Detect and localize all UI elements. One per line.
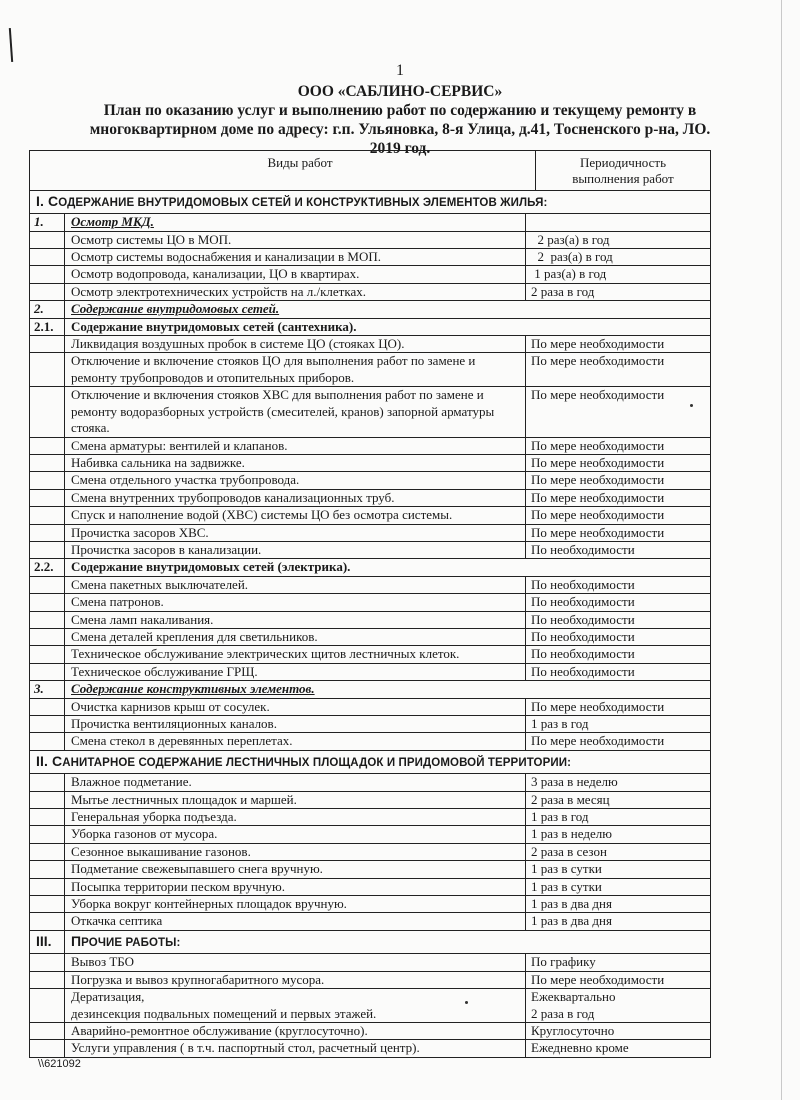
work-cell: Посыпка территории песком вручную. [65, 879, 526, 895]
frequency-cell: 1 раз в два дня [531, 896, 612, 912]
section-heading [30, 751, 577, 773]
num-cell [30, 336, 65, 352]
work-cell: Смена пакетных выключателей. [65, 577, 526, 593]
work-cell: Осмотр системы водоснабжения и канализации в МОП. [65, 249, 526, 265]
table-row [30, 972, 710, 989]
frequency-cell: По мере необходимости [531, 698, 665, 714]
table-row [30, 525, 710, 542]
frequency-cell: Круглосуточно [531, 1022, 615, 1038]
frequency-line: Ежеквартально [531, 989, 616, 1005]
frequency-cell: 1 раз(а) в год [531, 266, 607, 282]
work-cell: Отключение и включение стояков ЦО для выполнения работ по замене и ремонту трубопроводов и отопительных приборов. [65, 353, 526, 386]
num-cell [30, 232, 65, 248]
table-row [30, 954, 710, 971]
table-row [30, 232, 710, 249]
num-cell [30, 472, 65, 488]
table-row [30, 733, 710, 750]
frequency-cell: 1 раз в два дня [531, 913, 612, 929]
table-row [30, 774, 710, 791]
work-column-header: Виды работ [65, 151, 536, 190]
table-row [30, 594, 710, 611]
table-row [30, 284, 710, 301]
scan-artifact-mark [9, 28, 13, 62]
frequency-cell: По необходимости [531, 611, 635, 627]
frequency-cell [526, 989, 710, 1022]
num-cell [30, 879, 65, 895]
table-row [30, 664, 710, 681]
table-row [30, 507, 710, 524]
table-row [30, 792, 710, 809]
work-cell: Влажное подметание. [65, 774, 526, 790]
work-cell: Спуск и наполнение водой (ХВС) системы ЦО без осмотра системы. [65, 507, 526, 523]
frequency-cell: 1 раз в сутки [531, 878, 602, 894]
num-cell [30, 387, 65, 436]
section-heading [30, 191, 553, 213]
section-roman: II. [36, 752, 48, 769]
section-heading [65, 931, 186, 953]
work-cell: Смена арматуры: вентилей и клапанов. [65, 438, 526, 454]
frequency-header-line1: Периодичность [579, 155, 666, 170]
work-cell: Прочистка засоров ХВС. [65, 525, 526, 541]
num-cell [30, 809, 65, 825]
plan-title-line2: многоквартирном доме по адресу: г.п. Ульяновка, 8-я Улица, д.41, Тосненского р-на, ЛО. [89, 121, 711, 138]
num-cell [30, 972, 65, 988]
work-cell: Подметание свежевыпавшего снега вручную. [65, 861, 526, 877]
table-row [30, 913, 710, 930]
num-cell [30, 699, 65, 715]
table-row [30, 612, 710, 629]
num-cell [30, 455, 65, 471]
table-row [30, 629, 710, 646]
section-heading-row [30, 751, 710, 774]
num-cell [30, 844, 65, 860]
work-cell: Прочистка вентиляционных каналов. [65, 716, 526, 732]
subsection-row [30, 214, 710, 231]
section-roman: I. [36, 192, 44, 209]
work-cell: Вывоз ТБО [65, 954, 526, 970]
work-cell: Генеральная уборка подъезда. [65, 809, 526, 825]
section-title: АНИТАРНОЕ СОДЕРЖАНИЕ ЛЕСТНИЧНЫХ ПЛОЩАДОК И ПРИДОМОВОЙ ТЕРРИТОРИИ: [62, 756, 572, 769]
frequency-cell: По мере необходимости [531, 524, 665, 540]
section-initial: П [71, 932, 82, 949]
frequency-cell: По графику [531, 954, 596, 970]
frequency-cell: По мере необходимости [531, 971, 665, 987]
work-cell: Смена внутренних трубопроводов канализационных труб. [65, 490, 526, 506]
frequency-cell: По необходимости [531, 628, 635, 644]
page-edge-line [781, 0, 782, 1100]
section-title: ОДЕРЖАНИЕ ВНУТРИДОМОВЫХ СЕТЕЙ И КОНСТРУКТИВНЫХ ЭЛЕМЕНТОВ ЖИЛЬЯ: [58, 196, 548, 209]
table-row [30, 455, 710, 472]
subsection-title: Содержание внутридомовых сетей (электрика). [71, 559, 351, 575]
num-cell [30, 490, 65, 506]
table-row [30, 577, 710, 594]
num-cell [30, 594, 65, 610]
work-cell: Мытье лестничных площадок и маршей. [65, 792, 526, 808]
table-row [30, 249, 710, 266]
frequency-cell: По мере необходимости [531, 454, 665, 470]
work-cell: Техническое обслуживание электрических щитов лестничных клеток. [65, 646, 526, 662]
subsection-row [30, 301, 710, 318]
subsection-row [30, 559, 710, 576]
work-cell: Смена ламп накаливания. [65, 612, 526, 628]
frequency-cell: По необходимости [531, 576, 635, 592]
table-row [30, 438, 710, 455]
frequency-cell: По мере необходимости [531, 387, 665, 403]
work-cell [65, 989, 526, 1022]
table-row [30, 861, 710, 878]
frequency-line: 2 раза в год [531, 1005, 595, 1021]
work-cell: Набивка сальника на задвижке. [65, 455, 526, 471]
work-cell: Уборка газонов от мусора. [65, 826, 526, 842]
subsection-row [30, 319, 710, 336]
work-cell: Прочистка засоров в канализации. [65, 542, 526, 558]
work-cell: Смена патронов. [65, 594, 526, 610]
num-cell [30, 1040, 65, 1056]
section-initial: С [47, 192, 59, 209]
section-roman: III. [30, 931, 65, 953]
table-row [30, 266, 710, 283]
num-cell [30, 826, 65, 842]
num-cell [30, 353, 65, 386]
table-row [30, 336, 710, 353]
num-cell [30, 954, 65, 970]
num-header-cell [30, 151, 65, 190]
num-cell [30, 612, 65, 628]
section-initial: С [51, 752, 63, 769]
num-cell [30, 664, 65, 680]
empty-frequency-cell [526, 214, 710, 230]
subsection-number: 2. [30, 301, 65, 317]
work-cell: Осмотр электротехнических устройств на л./клетках. [65, 284, 526, 300]
table-row [30, 646, 710, 663]
num-cell [30, 646, 65, 662]
num-cell [30, 438, 65, 454]
table-row [30, 387, 710, 437]
frequency-cell: 1 раз в год [531, 716, 589, 731]
frequency-cell: По мере необходимости [531, 489, 665, 505]
work-cell: Смена деталей крепления для светильников. [65, 629, 526, 645]
work-line: дезинсекция подвальных помещений и первых этажей. [71, 1005, 377, 1021]
frequency-cell: 2 раз(а) в год [531, 231, 610, 247]
frequency-cell: 1 раз в год [531, 809, 589, 825]
table-row [30, 490, 710, 507]
work-cell: Осмотр водопровода, канализации, ЦО в квартирах. [65, 266, 526, 282]
num-cell [30, 577, 65, 593]
frequency-cell: По необходимости [531, 541, 635, 557]
frequency-cell: 3 раза в неделю [531, 774, 618, 790]
table-row [30, 542, 710, 559]
frequency-cell: По мере необходимости [531, 336, 665, 352]
frequency-cell: 2 раза в год [531, 283, 595, 299]
work-cell: Очистка карнизов крыш от сосулек. [65, 699, 526, 715]
subsection-title: Содержание конструктивных элементов. [71, 681, 315, 697]
frequency-cell: По необходимости [531, 594, 635, 610]
table-row [30, 716, 710, 733]
works-table [29, 150, 711, 1058]
num-cell [30, 913, 65, 929]
frequency-cell: 2 раза в месяц [531, 791, 610, 807]
section-heading-row [30, 191, 710, 214]
work-cell: Смена стекол в деревянных переплетах. [65, 733, 526, 749]
frequency-cell: По мере необходимости [531, 353, 665, 369]
plan-year: 2019 год. [369, 140, 431, 157]
frequency-cell: 1 раз в неделю [531, 826, 612, 842]
work-cell: Ликвидация воздушных пробок в системе ЦО (стояках ЦО). [65, 336, 526, 352]
work-cell: Аварийно-ремонтное обслуживание (круглосуточно). [65, 1023, 526, 1039]
subsection-number: 2.1. [30, 319, 65, 335]
table-row [30, 896, 710, 913]
work-cell: Уборка вокруг контейнерных площадок вручную. [65, 896, 526, 912]
frequency-cell: 2 раза в сезон [531, 843, 607, 859]
company-name: ООО «САБЛИНО-СЕРВИС» [297, 83, 503, 100]
frequency-cell: Ежедневно кроме [531, 1040, 629, 1056]
subsection-title: Содержание внутридомовых сетей (сантехника). [71, 318, 357, 334]
work-cell: Техническое обслуживание ГРЩ. [65, 664, 526, 680]
table-row [30, 809, 710, 826]
table-row [30, 989, 710, 1023]
section-heading-row [30, 931, 710, 954]
subsection-number: 3. [30, 681, 65, 697]
table-row [30, 353, 710, 387]
frequency-cell: По мере необходимости [531, 437, 665, 453]
num-cell [30, 716, 65, 732]
num-cell [30, 507, 65, 523]
section-title: РОЧИЕ РАБОТЫ: [81, 936, 181, 949]
table-row [30, 1040, 710, 1056]
plan-title-line1: План по оказанию услуг и выполнению работ по содержанию и текущему ремонту в [103, 102, 697, 119]
num-cell [30, 249, 65, 265]
work-cell: Отключение и включения стояков ХВС для выполнения работ по замене и ремонту водоразборных устройств (смесителей, кранов) запорной арматуры стояка. [65, 387, 526, 436]
num-cell [30, 733, 65, 749]
frequency-column-header [536, 151, 710, 190]
num-cell [30, 774, 65, 790]
num-cell [30, 792, 65, 808]
frequency-cell: По необходимости [531, 646, 635, 662]
num-cell [30, 266, 65, 282]
work-cell: Осмотр системы ЦО в МОП. [65, 232, 526, 248]
table-row [30, 826, 710, 843]
document-header [40, 82, 760, 158]
document-code: \\621092 [38, 1058, 81, 1070]
table-row [30, 844, 710, 861]
work-cell: Погрузка и вывоз крупногабаритного мусора. [65, 972, 526, 988]
table-row [30, 472, 710, 489]
num-cell [30, 1023, 65, 1039]
subsection-number: 1. [30, 214, 65, 230]
num-cell [30, 525, 65, 541]
num-cell [30, 989, 65, 1022]
frequency-cell: 2 раз(а) в год [531, 249, 613, 265]
subsection-number: 2.2. [30, 559, 65, 575]
page-number: 1 [396, 62, 404, 79]
subsection-title: Содержание внутридомовых сетей. [71, 301, 280, 317]
work-cell: Смена отдельного участка трубопровода. [65, 472, 526, 488]
num-cell [30, 284, 65, 300]
subsection-row [30, 681, 710, 698]
num-cell [30, 542, 65, 558]
frequency-cell: 1 раз в сутки [531, 861, 602, 877]
work-cell: Откачка септика [65, 913, 526, 929]
work-line: Дератизация, [71, 989, 145, 1005]
frequency-header-line2: выполнения работ [572, 171, 674, 187]
table-row [30, 879, 710, 896]
work-cell: Сезонное выкашивание газонов. [65, 844, 526, 860]
num-cell [30, 861, 65, 877]
frequency-cell: По мере необходимости [531, 507, 665, 523]
frequency-cell: По мере необходимости [531, 472, 665, 488]
table-row [30, 699, 710, 716]
num-cell [30, 629, 65, 645]
table-row [30, 1023, 710, 1040]
table-header-row [30, 151, 710, 191]
frequency-cell: По мере необходимости [531, 733, 665, 749]
num-cell [30, 896, 65, 912]
work-cell: Услуги управления ( в т.ч. паспортный стол, расчетный центр). [65, 1040, 526, 1056]
frequency-cell: По необходимости [531, 663, 635, 679]
subsection-title: Осмотр МКД. [65, 214, 526, 230]
